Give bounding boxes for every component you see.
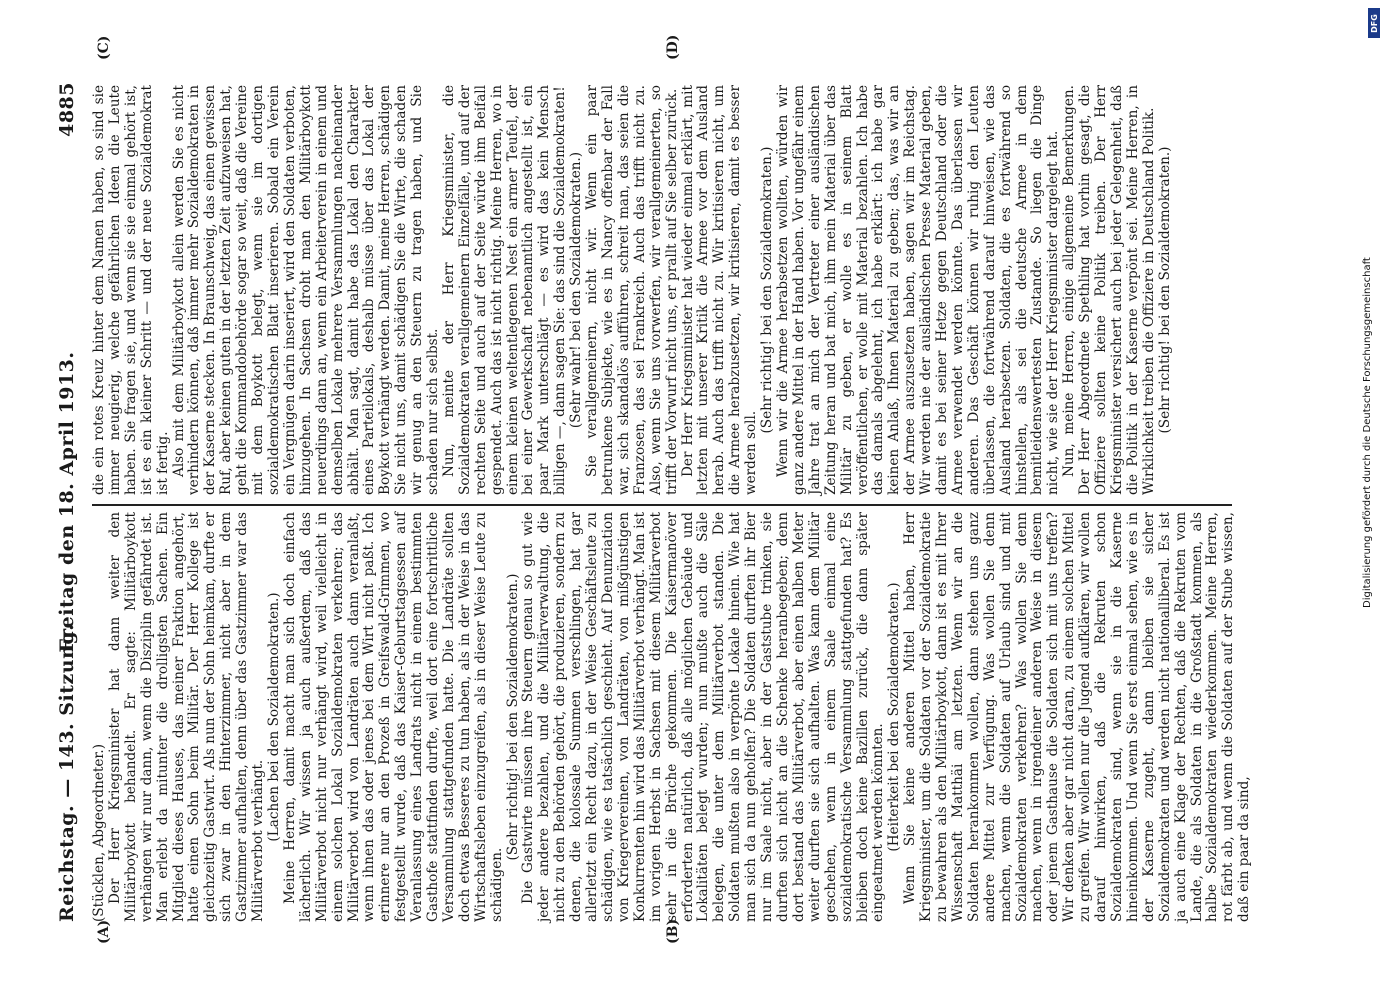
paragraph: Wenn wir die Armee herabsetzen wollten, würden wir ganz andere Mittel in der Hand haben. Vor ungefähr einem Jahre trat an mich der Vertreter einer ausländischen Zeitung heran und bat mich, ihm mein Material über das Militär zu geben, er wolle es in seinem Blatt veröffentlichen, er wolle mit Material bezahlen. Ich habe das damals abgelehnt, ich habe erklärt: ich habe gar keinen Anlaß, Ihnen Material zu geben; das, was wir an der Armee auszusetzen haben, sagen wir im Reichstag. Wir werden nie der ausländischen Presse Material geben, damit es bei seiner Hetze gegen Deutschland oder die Armee verwendet werden könnte. Das überlassen wir anderen. Das Geschäft können wir ruhig den Leuten überlassen, die fortwährend darauf hinweisen, wie das Ausland herabsetzen. Soldaten, die es fortwährend so hinstellen, als sei die deutsche Armee in dem bemitleidenswertesten Zustande. So liegen die Dinge nicht, wie sie der Herr Kriegsminister dargelegt hat.: [774, 85, 1062, 495]
digitization-notice: [1360, 8, 1378, 988]
left-text-column: [91, 512, 1253, 922]
paragraph: Nun, meine Herren, einige allgemeine Bemerkungen. Der Herr Abgeordnete Spethling hat vorhin gesagt, die Offiziere sollten keine Politik treiben. Der Herr Kriegsminister versichert auch bei jeder Gelegenheit, daß die Politik in der Kaserne verpönt sei. Meine Herren, in Wirklichkeit treiben die Offiziere in Deutschland Politik.: [1061, 85, 1157, 495]
interjection: (Sehr richtig! bei den Sozialdemokraten.): [504, 573, 521, 861]
margin-letter-b: (B): [665, 918, 681, 944]
paragraph: die ein rotes Kreuz hinter dem Namen haben, so sind sie immer neugierig, welche gefährlichen Ideen die Leute haben. Sie fragen sie, und wenn sie sie einmal gehört ist, ist es ein kleiner Schritt — und der neue Sozialdemokrat ist fertig.: [91, 85, 171, 495]
right-text-column: [92, 85, 1222, 495]
paragraph: Der Herr Kriegsminister hat dann weiter den Militärboykott behandelt. Er sagte: Militärboykott verhängen wir nur dann, wenn die Disziplin gefährdet ist. Man erlebt da mitunter die drolligsten Sachen. Ein Mitglied dieses Hauses, das meiner Fraktion angehört, hatte einen Sohn beim Militär. Der Herr Kollege ist gleichzeitig Gastwirt. Als nun der Sohn heimkam, durfte er sich zwar in den Hinterzimmer, nicht aber in dem Gastzimmer aufhalten, denn über das Gastzimmer war das Militärverbot verhängt.: [106, 512, 267, 922]
page-header: [56, 82, 86, 922]
paragraph: Der Herr Kriegsminister hat wieder einmal erklärt, mit letzten mit unserer Kritik die Armee vor dem Ausland herab. Auch das trifft nicht zu. Wir kritisieren nicht, um die Armee herabzusetzen, wir kritisieren, damit es besser werden soll.: [679, 85, 760, 495]
header-date: Freitag den 18. April 1913.: [56, 351, 78, 653]
paragraph: Sie verallgemeinern, nicht wir. Wenn ein paar betrunkene Subjekte, wie es in Nancy offenbar der Fall war, sich skandalös aufführen, schreit man, das seien die Franzosen, das sei Frankreich. Auch das trifft nicht zu. Also, wenn Sie uns vorwerfen, wir verallgemeinerten, so trifft der Vorwurf nicht uns, er prallt auf Sie selber zurück.: [584, 85, 680, 495]
margin-letter-c: (C): [96, 35, 112, 60]
interjection: (Sehr wahr! bei den Sozialdemokraten.): [568, 151, 585, 429]
margin-letter-d: (D): [665, 34, 681, 60]
paragraph: Also mit dem Militärboykott allein werden Sie es nicht verhindern können, daß immer mehr Sozialdemokraten in der Kaserne stecken. In Braunschweig, das einen gewissen Ruf, aber keinen guten in der letzten Zeit aufzuweisen hat, geht die Kommandobehörde sogar so weit, daß die Vereine mit dem Boykott belegt, wenn sie im dortigen sozialdemokratischen Blatt inserieren. Sobald ein Verein ein Vergnügen darin inseriert, wird den Soldaten verboten, hinzugehen. In Sachsen droht man den Militärboykott neuerdings dann an, wenn ein Arbeiterverein in einem und demselben Lokale mehrere Versammlungen nacheinander abhält. Man sagt, damit habe das Lokal den Charakter eines Parteilokals, deshalb müsse über das Lokal der Boykott verhängt werden. Damit, meine Herren, schädigen Sie nicht uns, damit schädigen Sie die Wirte, die schaden wir genug an den Steuern zu tragen haben, und Sie schaden nur sich selbst.: [170, 85, 442, 495]
column-divider: [92, 504, 1232, 506]
speaker-note: (Stücklen, Abgeordneter.): [91, 743, 107, 922]
interjection: (Heiterkeit bei den Sozialdemokraten.): [886, 582, 903, 852]
interjection: (Sehr richtig! bei den Sozialdemokraten.): [1156, 146, 1173, 434]
paragraph: Die Gastwirte müssen ihre Steuern genau so gut wie jeder andere bezahlen, und die Militärverwaltung, die nicht zu den Behörden gehört, die produzieren, sondern zu denen, die kolossale Summen verschlingen, hat gar allerletzt ein Recht dazu, in der Weise Geschäftsleute zu schädigen, wie es tatsächlich geschieht. Auf Denunziation von Kriegervereinen, von Landräten, von mißgünstigen Konkurrenten hin wird das Militärverbot verhängt. Man ist im vorigen Herbst in Sachsen mit diesem Militärverbot sehr in die Brüche gekommen. Die Kaisermanöver erforderten natürlich, daß alle möglichen Gebäude und Lokalitäten belegt wurden; nun mußte auch die Säle belegen, die unter dem Militärverbot standen. Die Soldaten mußten also in verpönte Lokale hinein. Wie hat man sich da nun geholfen? Die Soldaten durften ihr Bier nur im Saale nicht, aber in der Gaststube trinken, sie durften sich nicht an die Schenke heranbegeben; denn dort bestand das Militärverbot, aber einen halben Meter weiter durften sie sich aufhalten. Was kann dem Militär geschehen, wenn in einem Saale einmal eine sozialdemokratische Versammlung stattgefunden hat? Es bleiben doch keine Bazillen zurück, die dann später eingeatmet werden könnten.: [520, 512, 887, 922]
margin-letter-a: (A): [96, 919, 112, 944]
interjection: (Sehr richtig! bei den Sozialdemokraten.): [759, 146, 776, 434]
header-session: Reichstag. — 143. Sitzung.: [56, 623, 78, 922]
interjection: (Lachen bei den Sozialdemokraten.): [265, 592, 282, 842]
paragraph: Wenn Sie keine anderen Mittel haben, Herr Kriegsminister, um die Soldaten vor der Sozialdemokratie zu bewahren als den Militärboykott, dann ist es mit Ihrer Wissenschaft Matthäi am letzten. Wenn wir an die Soldaten herankommen wollen, dann stehen uns ganz andere Mittel zur Verfügung. Was wollen Sie denn machen, wenn die Soldaten auf Urlaub sind und mit Sozialdemokraten verkehren? Was wollen Sie denn machen, wenn in irgendeiner anderen Weise in diesem oder jenem Gasthause die Soldaten sich mit uns treffen? Wir denken aber gar nicht daran, zu einem solchen Mittel zu greifen. Wir wollen nur die Jugend aufklären, wir wollen darauf hinwirken, daß die Rekruten schon Sozialdemokraten sind, wenn sie in die Kaserne hineinkommen. Und wenn Sie erst einmal sehen, wie es in der Kaserne zugeht, dann bleiben sie sicher Sozialdemokraten und werden nicht nationalliberal. Es ist ja auch eine Klage der Rechten, daß die Rekruten vom Lande, die als Soldaten in die Großstadt kommen, als halbe Sozialdemokraten wiederkommen. Meine Herren, rot färbt ab, und wenn die Soldaten auf der Stube wissen, daß ein paar da sind,: [902, 512, 1253, 922]
header-page-number: 4885: [56, 82, 78, 137]
paragraph: Nun, meinte der Herr Kriegsminister, die Sozialdemokraten verallgemeinern Einzelfälle, und auf der rechten Seite und auch auf der Seite würde ihm Beifall gespendet. Auch das ist nicht richtig. Meine Herren, wo in einem kleinen weltentlegenen Nest ein armer Teufel, der bei einer Gewerkschaft nebenamtlich angestellt ist, ein paar Mark unterschlägt — es wird das kein Mensch billigen —, dann sagen Sie: das sind die Sozialdemokraten!: [440, 85, 569, 495]
digitization-notice-text: Digitalisierung gefördert durch die Deutsche Forschungsgemeinschaft: [1362, 257, 1373, 608]
dfg-logo: DFG: [1368, 8, 1380, 38]
paragraph: Meine Herren, damit macht man sich doch einfach lächerlich. Wir wissen ja auch außerdem, daß das Militärverbot nicht nur verhängt wird, weil vielleicht in einem solchen Lokal Sozialdemokraten verkehren; das Militärverbot wird von Landräten auch dann veranlaßt, wenn ihnen das oder jenes bei dem Wirt nicht paßt. Ich erinnere nur an den Prozeß in Greifswald-Grimmen, wo festgestellt wurde, daß das Kaiser-Geburtstagsessen auf Veranlassung eines Landrats nicht in einem bestimmten Gasthofe stattfinden durfte, weil dort eine fortschrittliche Versammlung stattgefunden hatte. Die Landräte sollten doch etwas Besseres zu tun haben, als in der Weise in das Wirtschaftsleben einzugreifen, als in dieser Weise Leute zu schädigen.: [281, 512, 505, 922]
